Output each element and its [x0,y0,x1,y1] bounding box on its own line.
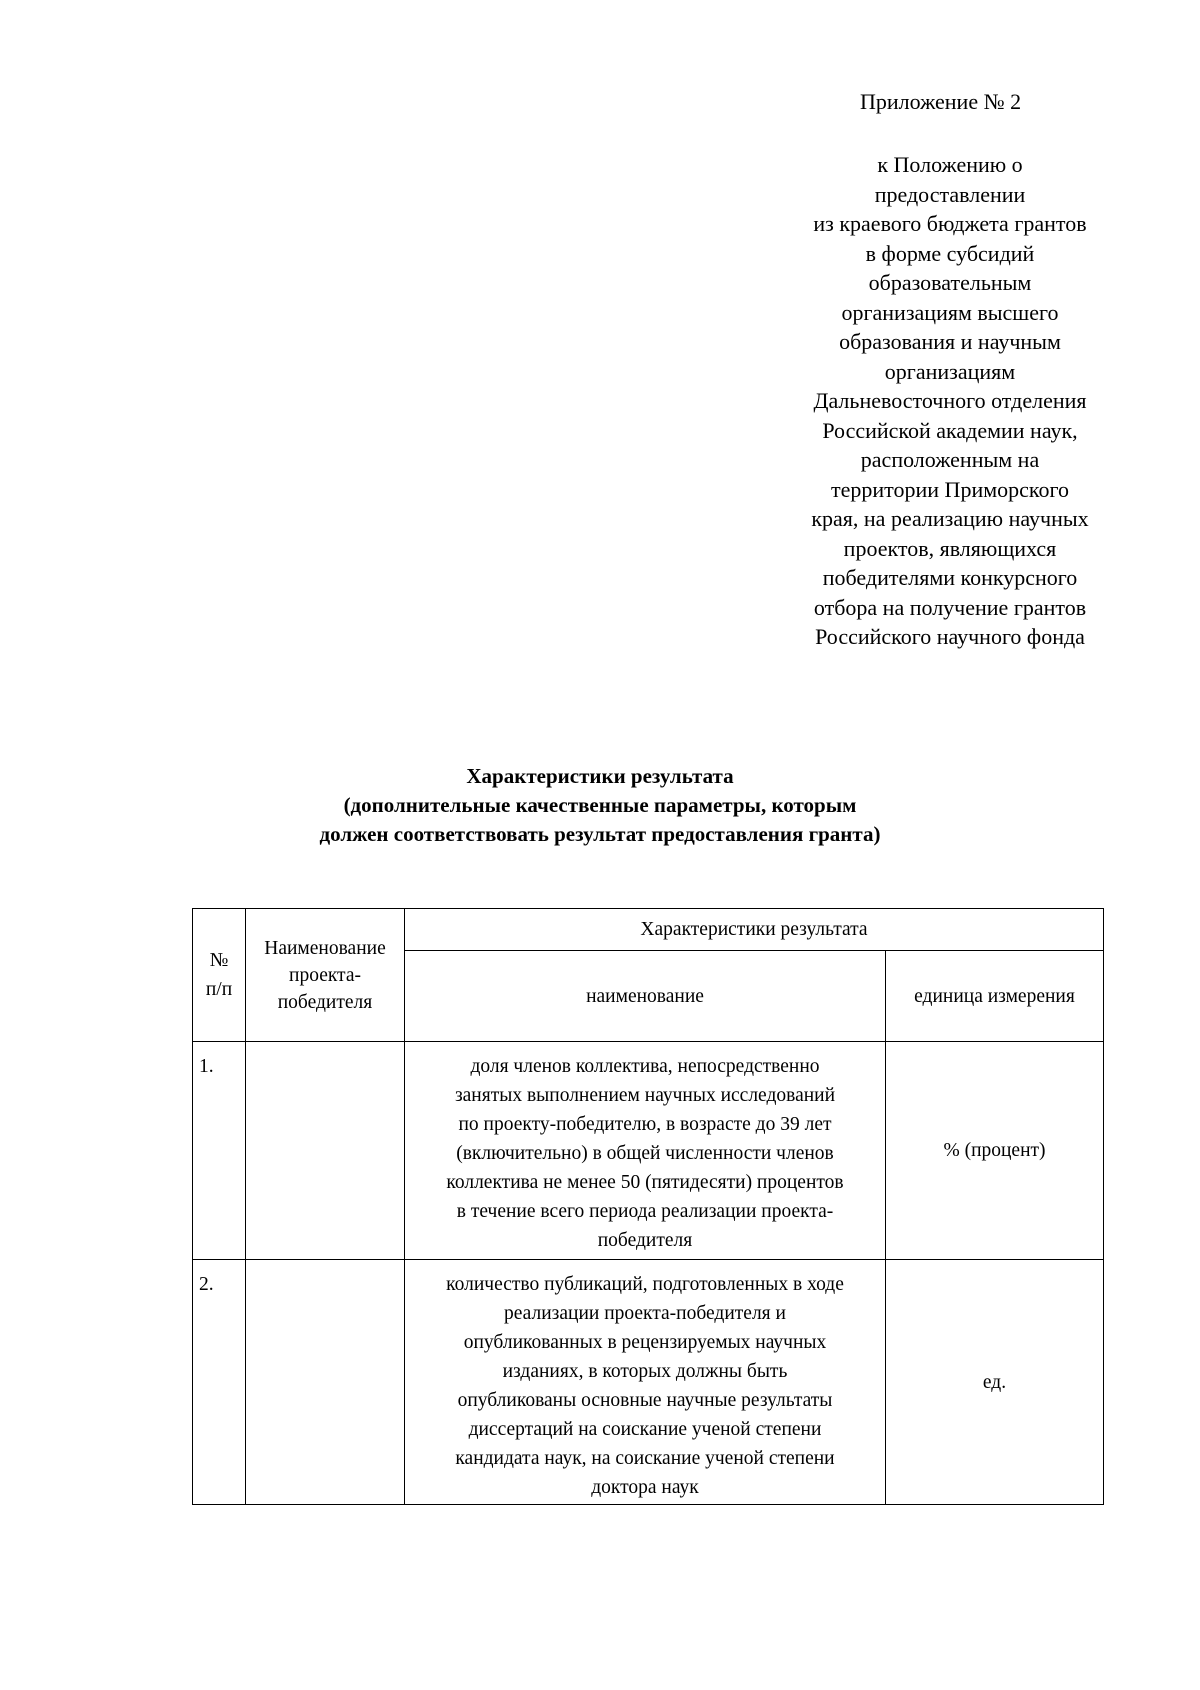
description-line: изданиях, в которых должны быть [502,1361,788,1382]
description-line: доктора наук [591,1477,699,1498]
appendix-line: отбора на получение грантов [813,594,1087,620]
appendix-line: Российского научного фонда [815,624,1085,649]
row-project-name [246,1042,405,1260]
description-line: победителя [597,1230,693,1251]
header-characteristics-group: Характеристики результата [405,909,1104,951]
header-project-name [246,909,405,1042]
appendix-line: территории Приморского [831,476,1069,502]
row-project-name [246,1260,405,1505]
header-project-line: проекта- [289,964,361,986]
row-unit: ед. [886,1260,1104,1505]
description-line: диссертаций на соискание ученой степени [468,1419,822,1440]
appendix-line: Российской академии наук, [822,417,1078,443]
appendix-line: из краевого бюджета грантов [813,211,1087,236]
appendix-description [790,150,1110,652]
appendix-title: Приложение № 2 [860,89,1022,114]
header-project-line: победителя [277,991,373,1013]
appendix-line: к Положению о [877,152,1023,177]
appendix-line: предоставлении [874,181,1026,207]
document-heading [0,762,1200,849]
header-number [193,909,246,1042]
header-number-symbol: № [209,950,229,971]
appendix-line: победителями конкурсного [822,565,1078,590]
description-line: коллектива не менее 50 (пятидесяти) процентов [446,1172,844,1193]
row-description [405,1042,886,1260]
description-line: доля членов коллектива, непосредственно [470,1056,820,1077]
appendix-line: расположенным на [860,447,1040,472]
row-number: 2. [193,1260,246,1505]
description-line: реализации проекта-победителя и [504,1303,786,1324]
appendix-line: края, на реализацию научных [811,506,1089,531]
table-row [193,1260,1104,1505]
row-description [405,1260,886,1505]
description-line: (включительно) в общей численности членов [456,1143,834,1164]
heading-line: должен соответствовать результат предоставления гранта) [319,822,881,846]
appendix-line: в форме субсидий [865,240,1035,266]
appendix-line: образовательным [868,270,1032,295]
header-project-line: Наименование [264,937,386,959]
header-name: наименование [405,951,886,1042]
header-unit: единица измерения [886,951,1104,1042]
appendix-line: организациям высшего [841,299,1059,325]
results-table [192,908,1104,1505]
appendix-line: Дальневосточного отделения [813,388,1087,413]
description-line: кандидата наук, на соискание ученой степени [455,1448,835,1469]
table-row [193,1042,1104,1260]
row-number: 1. [193,1042,246,1260]
description-line: опубликованы основные научные результаты [457,1390,833,1411]
description-line: занятых выполнением научных исследований [454,1085,836,1106]
description-line: количество публикаций, подготовленных в ходе [446,1274,844,1295]
row-unit: % (процент) [886,1042,1104,1260]
appendix-line: образования и научным [839,329,1061,354]
heading-line: Характеристики результата [466,764,734,788]
appendix-line: проектов, являющихся [843,535,1057,561]
heading-line: (дополнительные качественные параметры, которым [343,793,857,817]
header-number-abbr: п/п [205,979,233,1000]
appendix-line: организациям [884,358,1016,384]
description-line: по проекту-победителю, в возрасте до 39 лет [458,1114,832,1135]
description-line: в течение всего периода реализации проекта- [456,1201,834,1222]
description-line: опубликованных в рецензируемых научных [463,1332,827,1353]
